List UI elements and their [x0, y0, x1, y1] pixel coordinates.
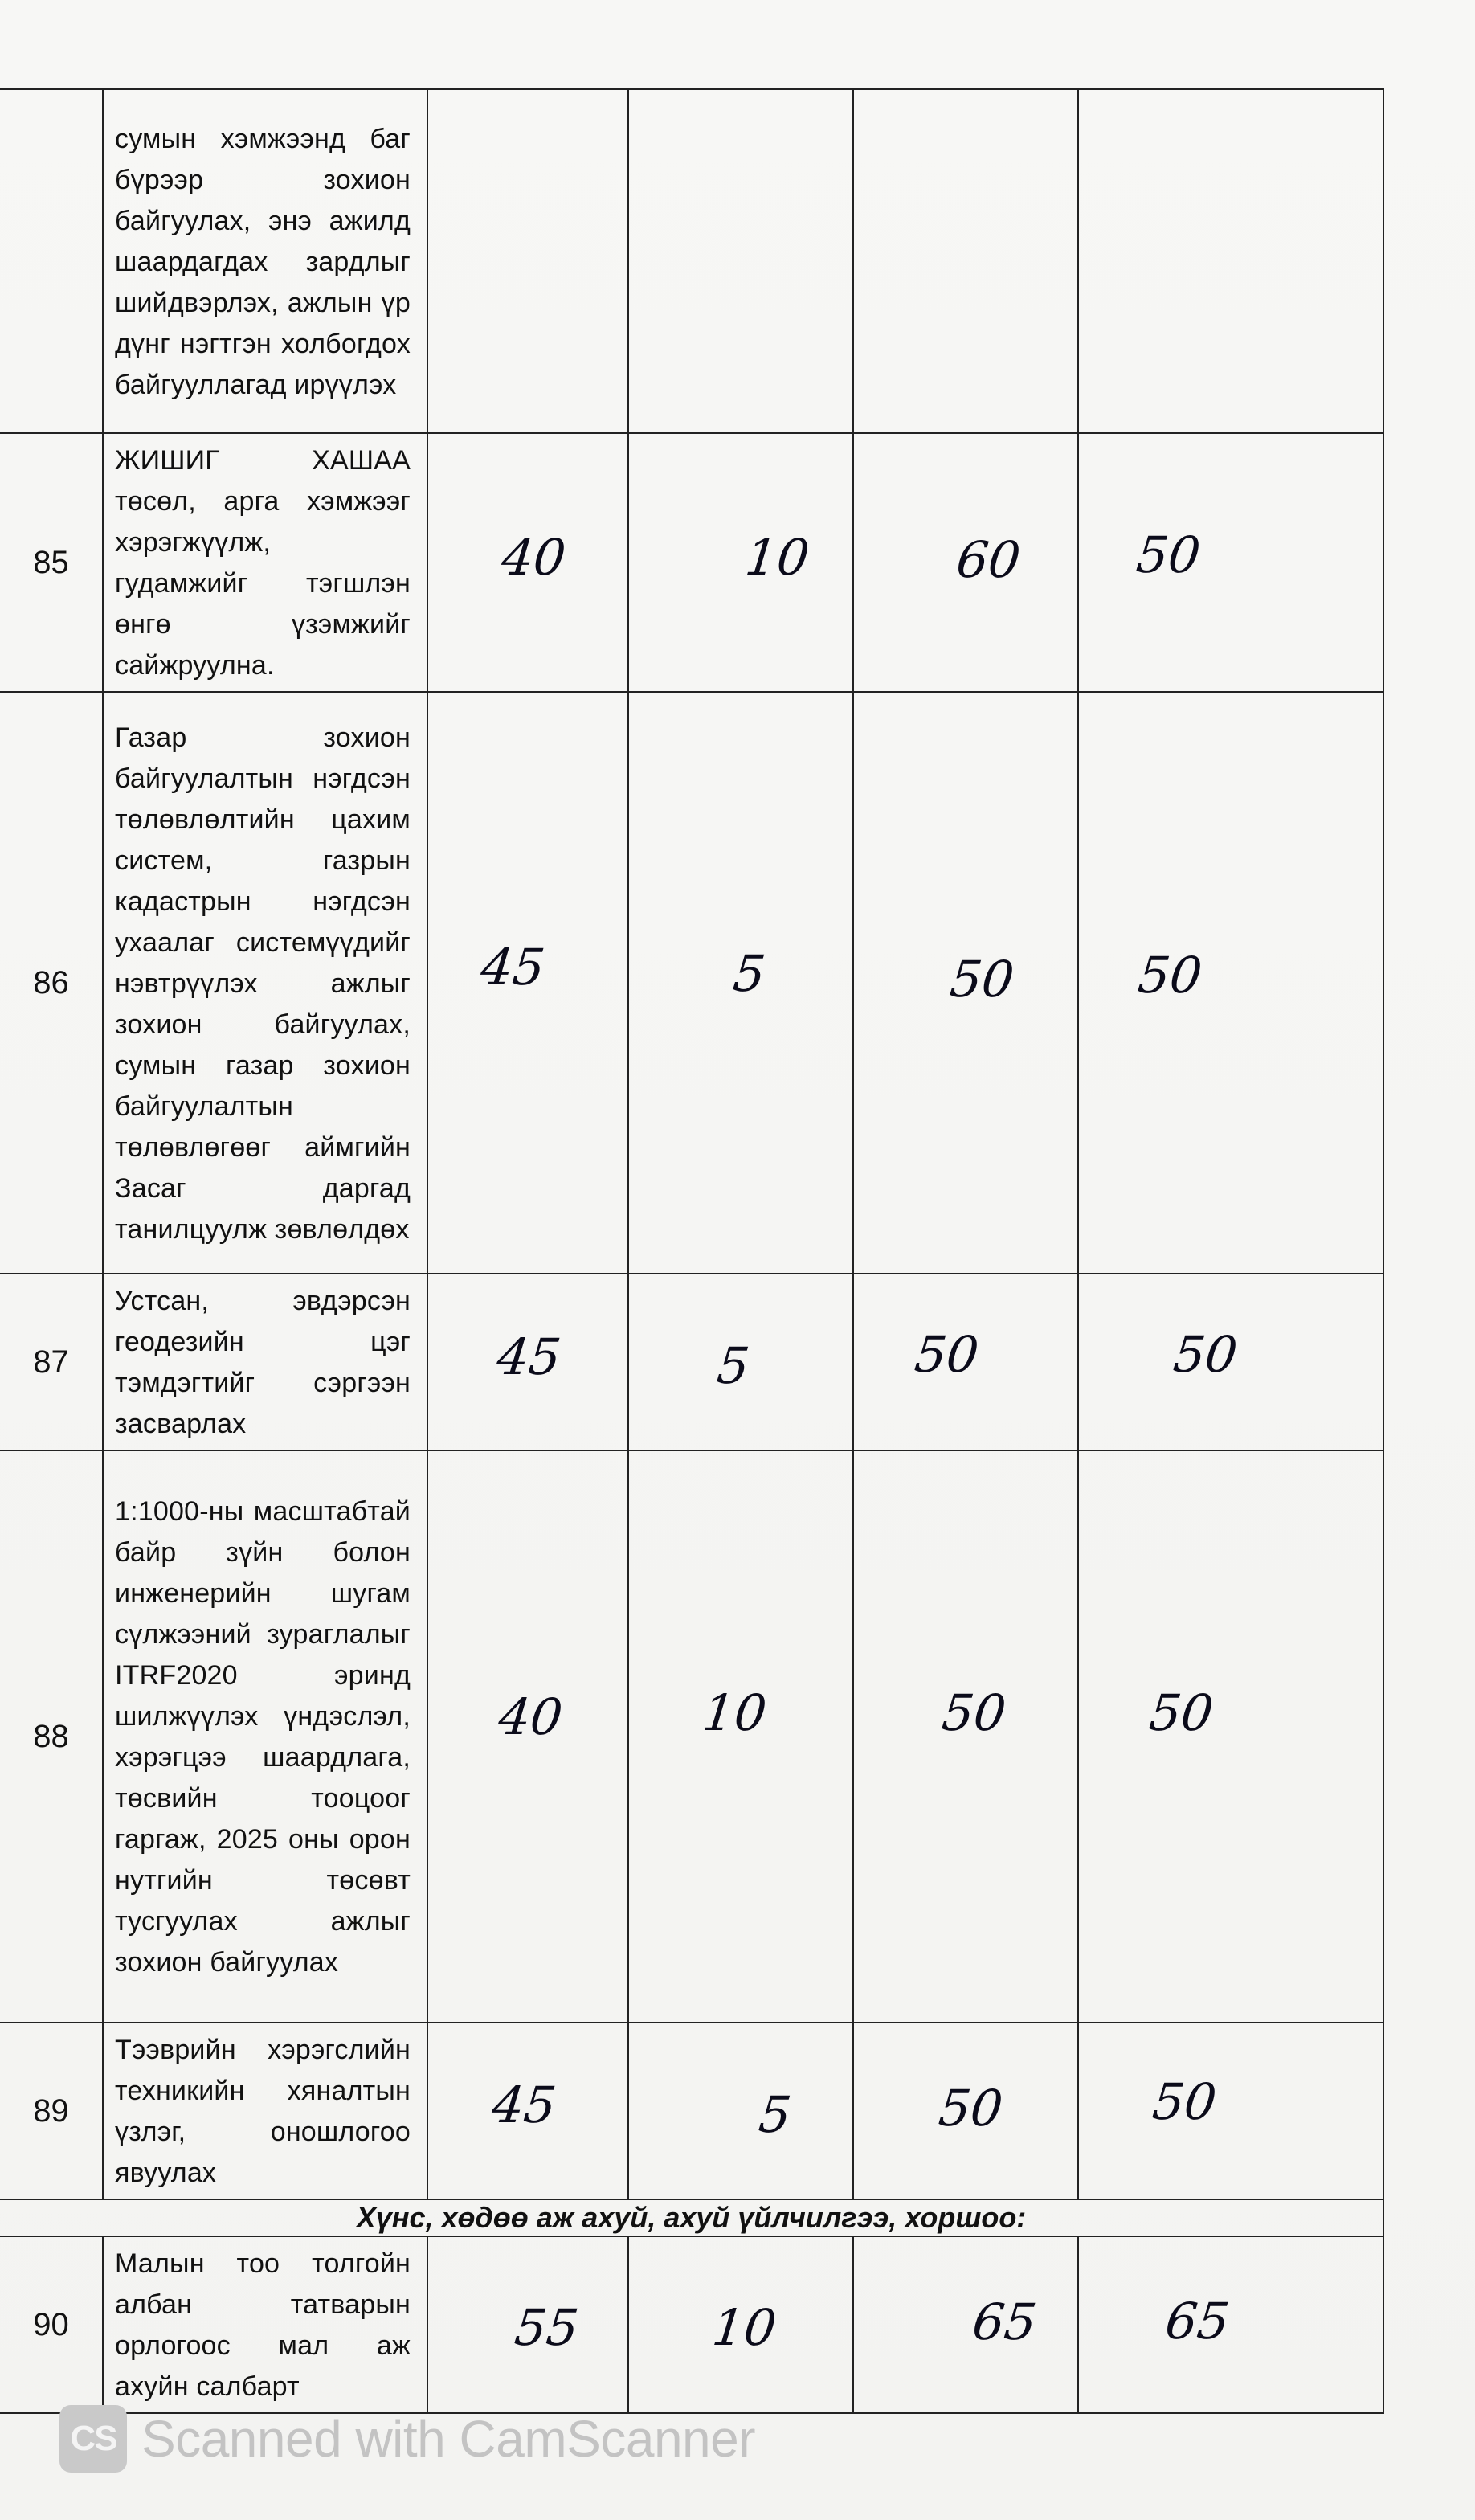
row-number: [0, 89, 103, 433]
value-cell: 10: [628, 1450, 853, 2023]
value-cell: 5: [628, 2023, 853, 2199]
row-description: сумын хэмжээнд баг бүрээр зохион байгуулах, энэ ажилд шаардагдах зардлыг шийдвэрлэх, ажлын үр дүнг нэгтгэн холбогдох байгууллагад ирүүлэх: [103, 89, 427, 433]
watermark-text: Scanned with CamScanner: [141, 2410, 756, 2468]
value-cell: 45: [427, 2023, 628, 2199]
value-cell: [853, 89, 1078, 433]
row-description: Устсан, эвдэрсэн геодезийн цэг тэмдэгтийг сэргээн засварлах: [103, 1274, 427, 1450]
row-description: ЖИШИГ ХАШАА төсөл, арга хэмжээг хэрэгжүүлж, гудамжийг тэгшлэн өнгө үзэмжийг сайжруулна.: [103, 433, 427, 692]
value-cell: 5: [628, 692, 853, 1274]
row-number: 85: [0, 433, 103, 692]
value-cell: 55: [427, 2236, 628, 2413]
table-row: [0, 1274, 1383, 1450]
value-cell: 45: [427, 1274, 628, 1450]
row-description: Малын тоо толгойн албан татварын орлогоос мал аж ахуйн салбарт: [103, 2236, 427, 2413]
row-description: 1:1000-ны масштабтай байр зүйн болон инженерийн шугам сүлжээний зураглалыг ITRF2020 эринд шилжүүлэх үндэслэл, хэрэгцээ шаардлага, төсвийн тооцоог гаргаж, 2025 оны орон нутгийн төсөвт тусгуулах ажлыг зохион байгуулах: [103, 1450, 427, 2023]
value-cell: 50: [853, 2023, 1078, 2199]
table-row: [0, 2023, 1383, 2199]
value-cell: 45: [427, 692, 628, 1274]
value-cell: 50: [853, 692, 1078, 1274]
section-header-row: [0, 2199, 1383, 2236]
row-description: Тээврийн хэрэгслийн техникийн хяналтын үзлэг, оношлогоо явуулах: [103, 2023, 427, 2199]
value-cell: 5: [628, 1274, 853, 1450]
table-row: [0, 433, 1383, 692]
row-description: Газар зохион байгуулалтын нэгдсэн төлөвлөлтийн цахим систем, газрын кадастрын нэгдсэн ухаалаг системүүдийг нэвтрүүлэх ажлыг зохион байгуулах, сумын газар зохион байгуулалтын төлөвлөгөөг аймгийн Засаг даргад танилцуулж зөвлөлдөх: [103, 692, 427, 1274]
value-cell: 50: [1078, 2023, 1383, 2199]
row-number: 86: [0, 692, 103, 1274]
budget-table: [0, 88, 1384, 2414]
value-cell: [628, 89, 853, 433]
value-cell: 50: [1078, 1274, 1383, 1450]
value-cell: 50: [1078, 433, 1383, 692]
value-cell: [427, 89, 628, 433]
value-cell: 10: [628, 2236, 853, 2413]
row-number: 90: [0, 2236, 103, 2413]
value-cell: 40: [427, 1450, 628, 2023]
value-cell: 65: [853, 2236, 1078, 2413]
table-row: [0, 1450, 1383, 2023]
value-cell: 10: [628, 433, 853, 692]
value-cell: 50: [1078, 692, 1383, 1274]
value-cell: 50: [853, 1450, 1078, 2023]
value-cell: 65: [1078, 2236, 1383, 2413]
table-row: [0, 89, 1383, 433]
table-row: [0, 692, 1383, 1274]
camscanner-logo-icon: CS: [59, 2405, 127, 2473]
camscanner-watermark: [59, 2403, 755, 2475]
row-number: 89: [0, 2023, 103, 2199]
value-cell: 50: [853, 1274, 1078, 1450]
value-cell: 50: [1078, 1450, 1383, 2023]
row-number: 87: [0, 1274, 103, 1450]
table-row: [0, 2236, 1383, 2413]
section-title: Хүнс, хөдөө аж ахуй, ахуй үйлчилгээ, хоршоо:: [0, 2199, 1383, 2236]
value-cell: 60: [853, 433, 1078, 692]
value-cell: [1078, 89, 1383, 433]
row-number: 88: [0, 1450, 103, 2023]
value-cell: 40: [427, 433, 628, 692]
